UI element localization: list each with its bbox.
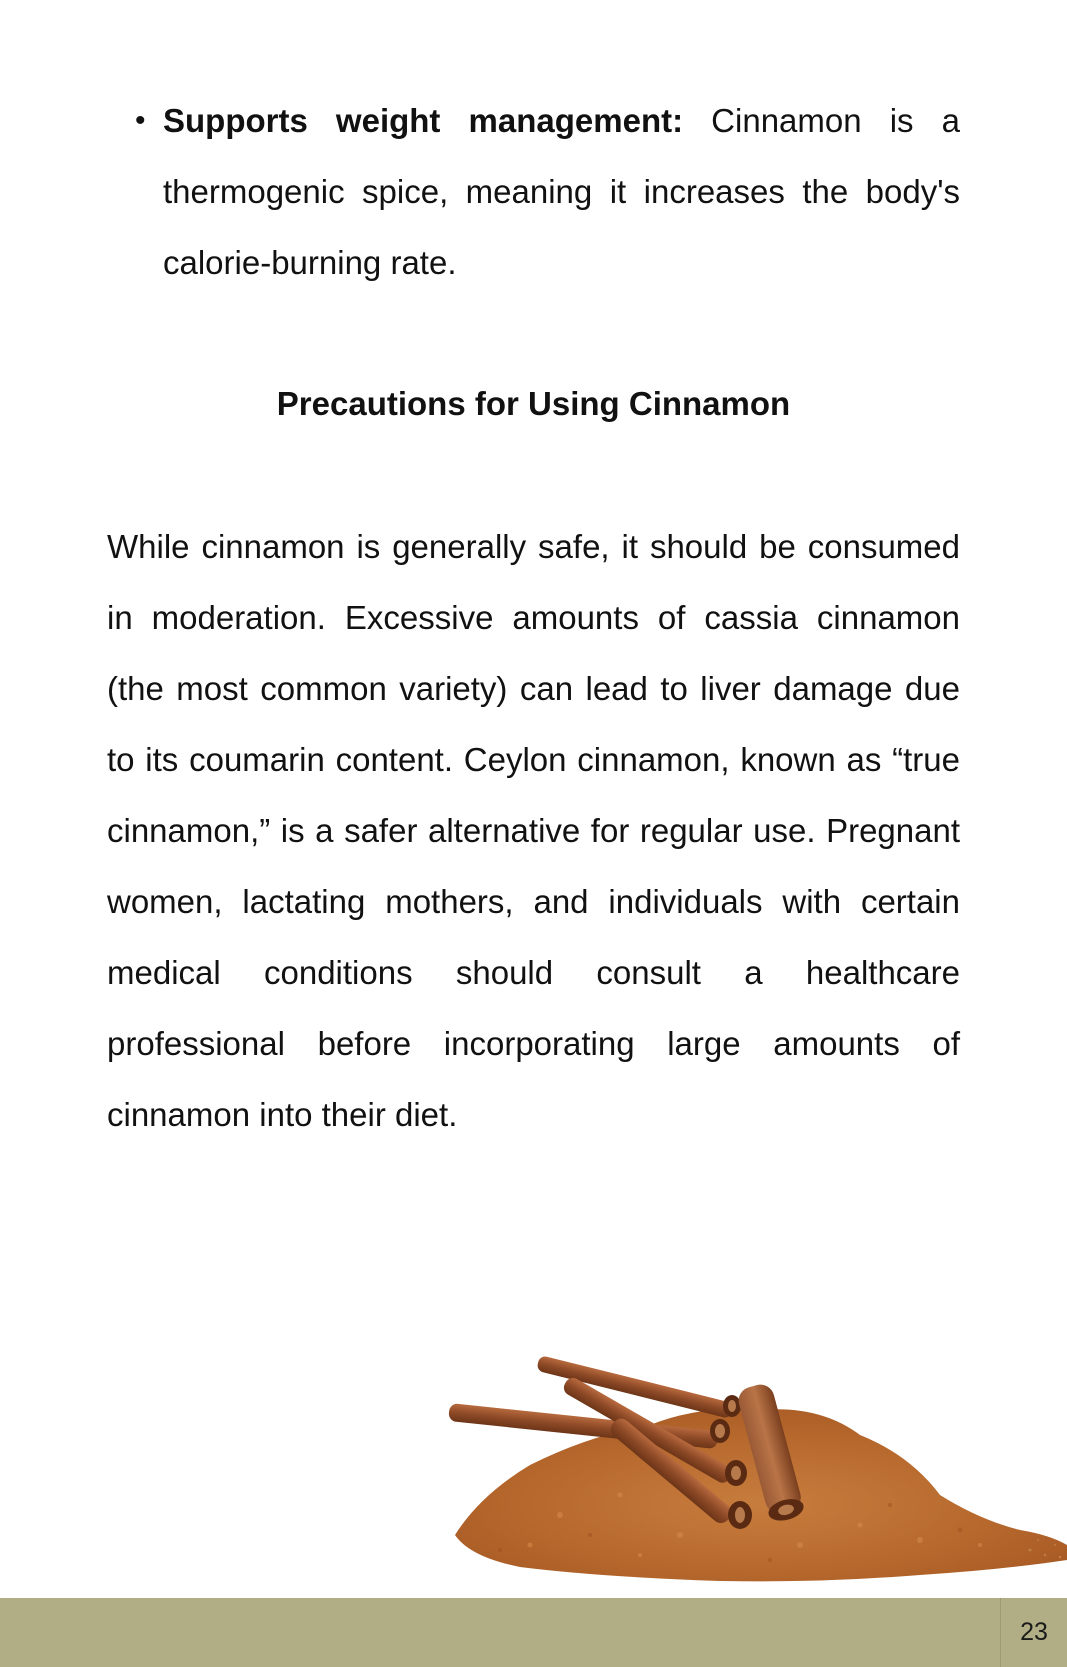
section-heading: Precautions for Using Cinnamon xyxy=(276,385,791,422)
bullet-text: Cinnamon is a thermogenic spice, meaning it increases the body's calorie-burning rate. xyxy=(163,102,960,281)
page-number: 23 xyxy=(1000,1598,1067,1667)
section-paragraph: While cinnamon is generally safe, it should be consumed in moderation. Excessive amounts of cassia cinnamon (the most common variety) can lead to liver damage due to its coumarin content. Ceylon cinnamon, known as “true cinnamon,” is a safer alternative for regular use. Pregnant women, lactating mothers, and individuals with certain medical conditions should consult a healthcare professional before incorporating large amounts of cinnamon into their diet. xyxy=(107,528,960,1133)
bullet-term: Supports weight management: xyxy=(163,102,684,139)
bullet-dot-icon: • xyxy=(135,104,146,137)
bullet-item xyxy=(135,85,960,298)
footer-band xyxy=(0,1598,1067,1667)
cinnamon-illustration-icon xyxy=(440,1345,1067,1585)
